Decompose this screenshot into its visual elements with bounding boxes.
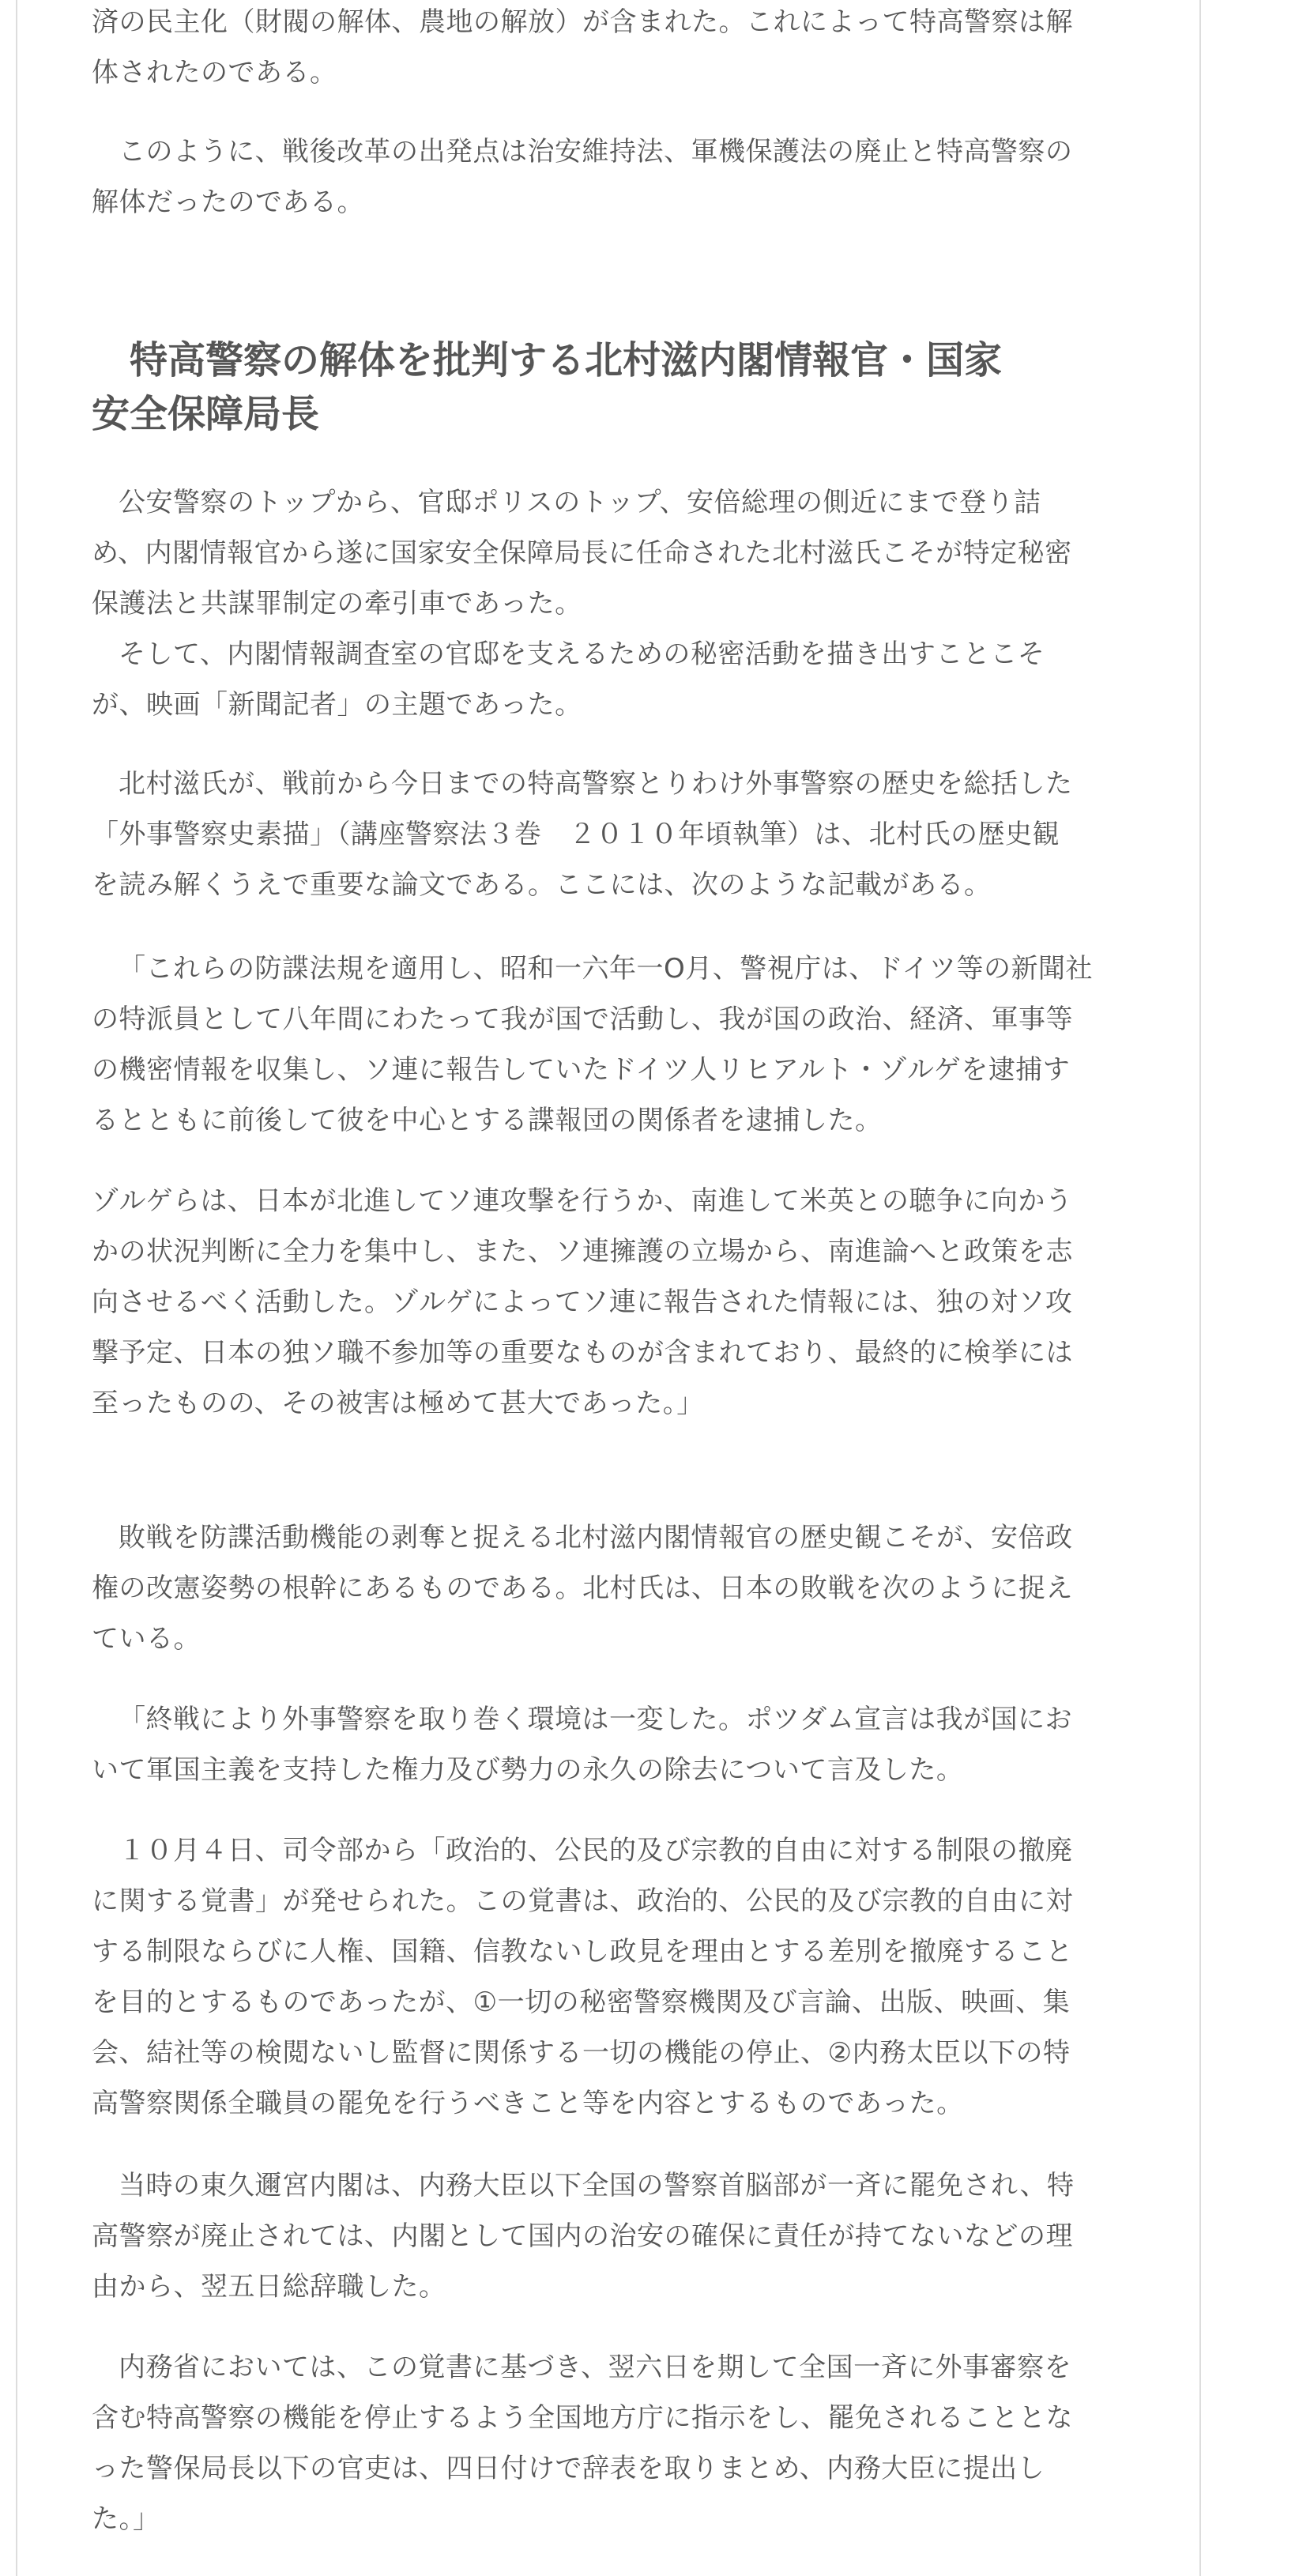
paragraph-defeat: 敗戦を防諜活動機能の剥奪と捉える北村滋内閣情報官の歴史観こそが、安倍政 権の改憲姿勢の根幹にあるものである。北村氏は、日本の敗戦を次のように捉え ている。 bbox=[92, 1522, 1073, 1655]
quote-paragraph-5: 当時の東久邇宮内閣は、内務大臣以下全国の警察首脳部が一斉に罷免され、特 高警察が廃止されては、内閣として国内の治安の確保に責任が持てないなどの理 由から、翌五日総辞職した。 bbox=[92, 2170, 1075, 2303]
paragraph-history: 北村滋氏が、戦前から今日までの特高警察とりわけ外事警察の歴史を総括した 「外事警察史素描」（講座警察法３巻 ２０１０年頃執筆）は、北村氏の歴史観 を読み解くうえで重要な論文である。ここには、次のような記載がある。 bbox=[92, 768, 1073, 901]
article-page bbox=[16, 0, 1201, 2576]
section-heading: 特高警察の解体を批判する北村滋内閣情報官・国家 安全保障局長 bbox=[92, 338, 1003, 436]
quote-paragraph-1: 「これらの防諜法規を適用し、昭和一六年一O月、警視庁は、ドイツ等の新聞社 の特派員として八年間にわたって我が国で活動し、我が国の政治、経済、軍事等 の機密情報を収集し、ソ連に報告していたドイツ人リヒアルト・ゾルゲを逮捕す るとともに前後して彼を中心とする諜報団の関係者を逮捕した。 bbox=[92, 953, 1094, 1136]
quote-paragraph-6: 内務省においては、この覚書に基づき、翌六日を期して全国一斉に外事審察を 含む特高警察の機能を停止するよう全国地方庁に指示をし、罷免されることとな った警保局長以下の官吏は、四日付けで辞表を取りまとめ、内務大臣に提出し た。」 bbox=[92, 2352, 1073, 2535]
paragraph-conclusion: このように、戦後改革の出発点は治安維持法、軍機保護法の廃止と特高警察の 解体だったのである。 bbox=[92, 136, 1073, 218]
paragraph-top: 済の民主化（財閥の解体、農地の解放）が含まれた。これによって特高警察は解 体されたのである。 bbox=[92, 6, 1073, 89]
quote-paragraph-4: １０月４日、司令部から「政治的、公民的及び宗教的自由に対する制限の撤廃 に関する覚書」が発せられた。この覚書は、政治的、公民的及び宗教的自由に対 する制限ならびに人権、国籍、信教ないし政見を理由とする差別を撤廃すること を目的とするものであったが、①一切の秘密警察機関及び言論、出版、映画、集 会、結社等の検閲ないし監督に関係する一切の機能の停止、②内務太臣以下の特 高警察関係全職員の罷免を行うべきこと等を内容とするものであった。 bbox=[92, 1835, 1073, 2119]
quote-paragraph-2: ゾルゲらは、日本が北進してソ連攻撃を行うか、南進して米英との聴争に向かう かの状況判断に全力を集中し、また、ソ連擁護の立場から、南進論へと政策を志 向させるべく活動した。ゾルゲによってソ連に報告された情報には、独の対ソ攻 撃予定、日本の独ソ職不参加等の重要なものが含まれており、最終的に検挙には 至ったものの、その被害は極めて甚大であった。」 bbox=[92, 1185, 1073, 1419]
quote-paragraph-3: 「終戦により外事警察を取り巻く環境は一変した。ポツダム宣言は我が国にお いて軍国主義を支持した権力及び勢力の永久の除去について言及した。 bbox=[92, 1704, 1073, 1786]
paragraph-intro: 公安警察のトップから、官邸ポリスのトップ、安倍総理の側近にまで登り詰 め、内閣情報官から遂に国家安全保障局長に任命された北村滋氏こそが特定秘密 保護法と共謀罪制定の牽引車であった。 bbox=[92, 487, 1072, 620]
paragraph-film: そして、内閣情報調査室の官邸を支えるための秘密活動を描き出すことこそ が、映画「新聞記者」の主題であった。 bbox=[92, 638, 1045, 721]
